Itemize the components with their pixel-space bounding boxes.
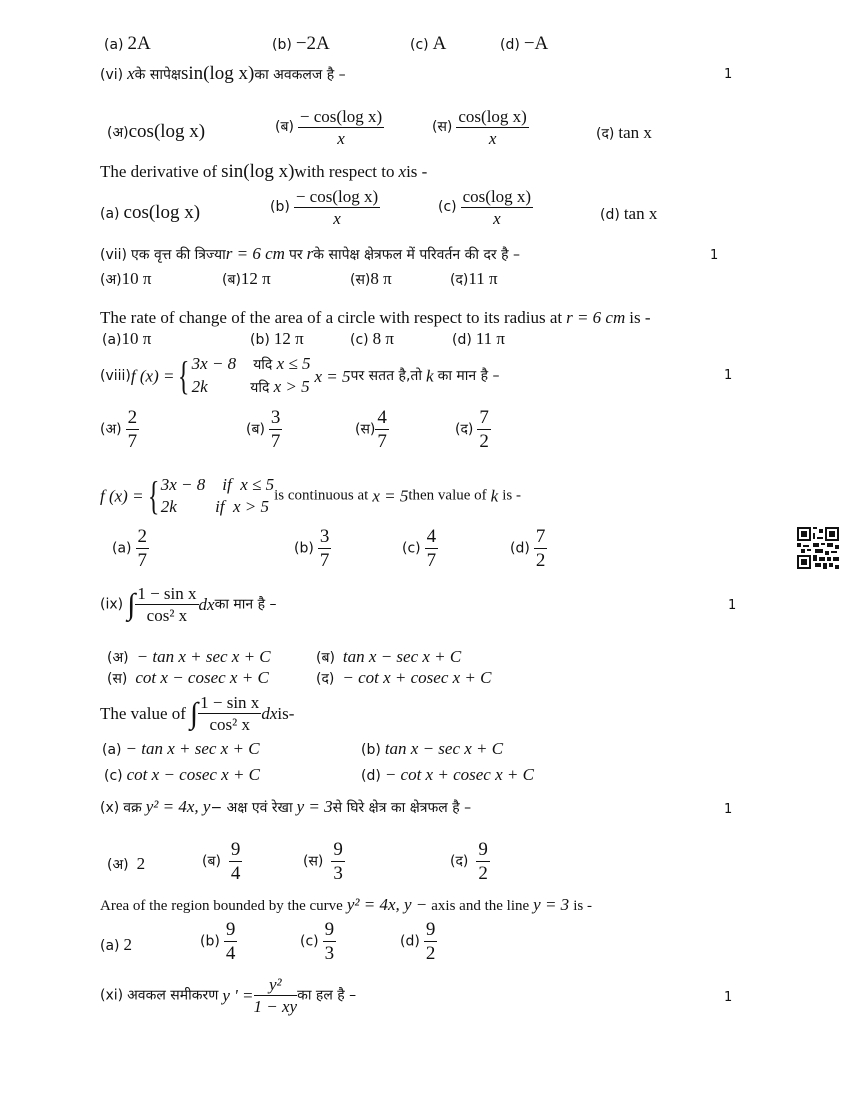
q7-en-opt-d <box>452 330 505 348</box>
opt-fraction <box>477 408 491 451</box>
frac-numerator: 9 <box>324 919 335 940</box>
opt-label: (ब) <box>202 853 221 870</box>
opt-value: cot x − cosec x + C <box>135 668 269 687</box>
q7-hi-text-3: के सापेक्ष क्षेत्रफल में परिवर्तन की दर है – <box>313 247 520 263</box>
q10-hi-opt-a <box>107 855 145 873</box>
opt-label: (c) <box>104 768 123 784</box>
q11-hi-text-1: अवकल समीकरण <box>127 987 219 1004</box>
q7-number: (vii) <box>100 247 127 263</box>
opt-fraction <box>318 527 332 570</box>
opt-label: (d) <box>510 540 530 557</box>
q7-hi-opt-a <box>100 270 151 288</box>
qr-code-icon <box>797 527 839 569</box>
q8-cases <box>192 353 311 399</box>
q10-en-text-3: is - <box>573 898 592 914</box>
case-expr: 2k <box>160 497 177 516</box>
q8-hi-x5: x = 5 <box>314 366 351 386</box>
q9-english-question <box>100 694 294 733</box>
q8-en-opt-b <box>294 527 331 570</box>
opt-fraction <box>331 840 345 883</box>
case-cond: x ≤ 5 <box>276 354 311 373</box>
opt-value: 10 π <box>121 329 152 348</box>
opt-label: (a) <box>102 332 122 348</box>
q6-en-opt-c-fraction <box>461 188 533 227</box>
q5-c-value: A <box>432 33 447 54</box>
frac-denominator: 7 <box>137 550 148 571</box>
frac-denominator: x <box>333 209 341 228</box>
q5-options <box>104 34 151 53</box>
opt-value: 11 π <box>468 269 498 288</box>
frac-denominator: x <box>493 209 501 228</box>
q8-en-fx: f (x) = <box>100 486 144 506</box>
opt-fraction <box>476 840 490 883</box>
frac-numerator: 7 <box>479 407 489 428</box>
case-if: यदि <box>253 357 273 373</box>
opt-value: 10 π <box>121 269 152 288</box>
opt-fraction <box>375 408 389 451</box>
frac-denominator: 7 <box>377 431 387 452</box>
q10-hi-text-2: − अक्ष एवं रेखा <box>210 800 293 816</box>
frac-numerator: − cos(log x) <box>299 107 383 126</box>
frac-denominator: cos² x <box>146 606 188 625</box>
q6-en-text-2: with respect to <box>294 162 395 181</box>
q6-hi-opt-c-fraction <box>456 108 528 147</box>
opt-label: (स) <box>355 421 376 438</box>
q6-en-opt-a <box>100 203 200 222</box>
frac-numerator: − cos(log x) <box>295 187 379 206</box>
q6-hi-opt-d-value: tan x <box>618 123 652 142</box>
q7-hi-opt-d <box>450 270 498 288</box>
q8-fx: f (x) = <box>130 366 175 386</box>
q7-var-r: r <box>306 244 314 263</box>
opt-fraction <box>126 408 140 451</box>
frac-denominator: 4 <box>230 863 241 884</box>
q9-en-dx: dx <box>261 704 278 723</box>
frac-denominator: 2 <box>478 863 488 884</box>
frac-numerator: 9 <box>478 839 488 860</box>
frac-denominator: cos² x <box>209 715 250 734</box>
opt-value: 11 π <box>475 329 506 348</box>
q6-en-opt-a-value: cos(log x) <box>123 202 201 223</box>
frac-numerator: 9 <box>333 839 343 860</box>
q9-number: (ix) <box>100 596 124 613</box>
q6-hi-opt-a-value: cos(log x) <box>128 121 206 142</box>
q6-en-text-3: is - <box>406 162 428 181</box>
q5-b <box>272 34 330 53</box>
frac-denominator: 2 <box>425 943 436 964</box>
opt-label: (अ) <box>100 421 122 438</box>
q7-en-text: The rate of change of the area of a circle with respect to its radius at <box>100 308 563 327</box>
frac-denominator: 3 <box>333 863 343 884</box>
opt-label: (c) <box>402 540 421 557</box>
opt-value: − cot x + cosec x + C <box>342 668 492 687</box>
opt-label: (a) <box>112 540 132 557</box>
frac-denominator: 2 <box>535 550 546 571</box>
q8-en-x5: x = 5 <box>372 486 409 506</box>
q6-hi-opt-d-label: (द) <box>596 126 615 142</box>
q8-en-case-1 <box>161 474 274 496</box>
frac-numerator: cos(log x) <box>458 107 527 126</box>
q9-en-opt-c <box>104 766 260 784</box>
q8-hi-opt-a <box>100 408 139 451</box>
q6-english-question <box>100 162 427 181</box>
opt-value: 8 π <box>372 329 394 348</box>
q10-hi-opt-b <box>202 840 242 883</box>
q5-c-label: (c) <box>410 37 429 53</box>
frac-numerator: 3 <box>319 526 330 547</box>
frac-denominator: 7 <box>319 550 330 571</box>
q8-en-text-1: is continuous at <box>274 487 369 504</box>
frac-denominator: 4 <box>225 943 236 964</box>
q8-en-opt-a <box>112 527 149 570</box>
frac-numerator: 9 <box>425 919 436 940</box>
q9-marks: 1 <box>728 598 737 613</box>
q7-hi-text: एक वृत्त की त्रिज्या <box>131 247 226 263</box>
q10-en-curve: y² = 4x, y − <box>346 895 428 914</box>
q8-case-1 <box>192 353 311 376</box>
opt-label: (अ) <box>100 272 122 288</box>
opt-value: − tan x + sec x + C <box>136 647 271 666</box>
case-if: if <box>222 475 232 494</box>
opt-label: (ब) <box>316 650 335 666</box>
q7-en-opt-a <box>102 330 151 348</box>
q6-en-opt-d-label: (d) <box>600 207 620 223</box>
opt-value: − cot x + cosec x + C <box>384 765 534 784</box>
q6-var-x: x <box>127 64 135 83</box>
q6-en-opt-c-label: (c) <box>438 199 457 216</box>
q6-en-var-x: x <box>398 162 407 181</box>
opt-fraction <box>323 920 337 963</box>
q6-hi-opt-c-label: (स) <box>432 119 453 136</box>
frac-numerator: cos(log x) <box>462 187 532 206</box>
opt-label: (b) <box>250 332 270 348</box>
opt-label: (ब) <box>222 272 241 288</box>
q8-marks: 1 <box>724 368 733 383</box>
q9-integral-sign: ∫ <box>127 587 136 621</box>
q6-en-opt-b-fraction <box>294 188 380 227</box>
frac-denominator: 7 <box>127 431 138 452</box>
q10-en-text-2: axis and the line <box>431 898 530 914</box>
frac-numerator: 4 <box>426 526 437 547</box>
frac-numerator: 2 <box>137 526 148 547</box>
case-if: if <box>215 497 225 516</box>
opt-label: (b) <box>200 933 220 950</box>
q6-hi-opt-b <box>275 108 384 147</box>
opt-value: 2 <box>136 854 146 873</box>
frac-numerator: 9 <box>230 839 241 860</box>
case-if: यदि <box>250 380 270 396</box>
q8-hi-text-2: पर सतत है,तो <box>350 368 423 384</box>
case-expr: 3x − 8 <box>160 475 206 494</box>
q10-number: (x) <box>100 800 120 816</box>
opt-label: (अ) <box>107 857 129 873</box>
q10-en-line: y = 3 <box>533 895 570 914</box>
opt-fraction <box>425 527 439 570</box>
q8-hi-k: k <box>426 366 434 386</box>
q6-hi-text-1: के सापेक्ष <box>134 67 181 83</box>
q9-en-opt-a <box>102 740 260 758</box>
q10-hi-text-1: वक्र <box>123 800 142 816</box>
q9-hindi-question <box>100 585 277 624</box>
frac-denominator: x <box>337 129 345 148</box>
q10-en-text-1: Area of the region bounded by the curve <box>100 898 343 914</box>
opt-value: tan x − sec x + C <box>384 739 504 758</box>
opt-value: 12 π <box>273 329 304 348</box>
q8-english-question <box>100 474 521 518</box>
frac-numerator: 3 <box>270 407 281 428</box>
opt-label: (a) <box>102 742 122 758</box>
opt-label: (b) <box>361 742 381 758</box>
q10-en-opt-c <box>300 920 336 963</box>
opt-label: (स) <box>350 272 371 288</box>
q11-hi-text-2: का हल है – <box>297 987 357 1004</box>
q6-marks: 1 <box>724 67 733 82</box>
opt-label: (d) <box>400 933 420 950</box>
opt-value: − tan x + sec x + C <box>125 739 260 758</box>
case-cond: x > 5 <box>233 497 270 516</box>
q10-line: y = 3 <box>296 797 333 816</box>
case-expr: 3x − 8 <box>191 354 237 373</box>
opt-value: cot x − cosec x + C <box>126 765 261 784</box>
case-cond: x ≤ 5 <box>240 475 275 494</box>
q6-en-opt-d-value: tan x <box>623 204 658 223</box>
q8-en-text-2: then value of <box>408 487 487 504</box>
opt-label: (d) <box>452 332 472 348</box>
q6-en-opt-b-label: (b) <box>270 199 290 216</box>
frac-numerator: 9 <box>225 919 236 940</box>
q9-hi-opt-c <box>107 669 269 687</box>
case-expr: 2k <box>191 377 208 396</box>
frac-numerator: 4 <box>377 407 387 428</box>
opt-fraction <box>424 920 438 963</box>
q6-hi-opt-c <box>432 108 529 147</box>
opt-label: (स) <box>303 853 324 870</box>
q10-hindi-question <box>100 798 471 816</box>
q5-d-value: −A <box>523 33 549 54</box>
q6-hi-opt-a-label: (अ) <box>107 125 129 141</box>
q5-b-value: −2A <box>295 33 330 54</box>
q10-en-opt-d <box>400 920 437 963</box>
q6-sin-log: sin(log x) <box>180 63 255 84</box>
q9-integrand <box>135 585 198 624</box>
opt-label: (ब) <box>246 421 265 438</box>
frac-denominator: x <box>488 129 497 148</box>
q11-number: (xi) <box>100 987 124 1004</box>
q7-hi-opt-c <box>350 270 392 288</box>
opt-label: (द) <box>450 853 469 870</box>
q9-en-integrand <box>198 694 261 733</box>
q9-en-text-2: is- <box>277 704 295 723</box>
q9-hi-opt-d <box>316 669 491 687</box>
q11-lhs: y ' = <box>222 986 254 1005</box>
q8-hi-text-3: का मान है – <box>437 368 500 384</box>
q5-a-label: (a) <box>104 37 124 53</box>
opt-fraction <box>269 408 283 451</box>
q11-hindi-question <box>100 976 356 1015</box>
q8-en-brace: { <box>147 473 159 518</box>
q8-hi-opt-b <box>246 408 282 451</box>
q8-en-opt-c <box>402 527 438 570</box>
q8-case-2 <box>192 376 311 399</box>
q6-hi-opt-d <box>596 124 652 142</box>
opt-fraction <box>229 840 243 883</box>
frac-denominator: 1 − xy <box>253 997 298 1016</box>
frac-denominator: 7 <box>270 431 281 452</box>
q10-curve: y² = 4x, y <box>145 797 211 816</box>
q7-en-radius: r = 6 cm <box>566 308 626 327</box>
q10-english-question <box>100 896 592 914</box>
q7-en-opt-b <box>250 330 304 348</box>
q6-hi-text-2: का अवकलज है – <box>254 67 346 83</box>
q7-english-question <box>100 309 651 327</box>
opt-value: tan x − sec x + C <box>342 647 462 666</box>
opt-label: (द) <box>316 671 335 687</box>
frac-numerator: 1 − sin x <box>200 693 260 712</box>
frac-numerator: 1 − sin x <box>137 584 197 603</box>
q6-hi-opt-b-fraction <box>298 108 384 147</box>
q6-hindi-question <box>100 64 346 83</box>
frac-numerator: y² <box>254 976 298 996</box>
opt-value: 2 <box>123 935 133 954</box>
opt-value: 8 π <box>370 269 392 288</box>
q6-number: (vi) <box>100 67 124 83</box>
q10-hi-opt-d <box>450 840 490 883</box>
q8-hi-opt-d <box>455 408 491 451</box>
q11-rhs-fraction <box>254 976 298 1015</box>
q8-hindi-question <box>100 353 500 399</box>
q10-en-opt-a <box>100 936 132 954</box>
q8-en-case-2 <box>161 496 274 518</box>
q9-en-opt-b <box>361 740 503 758</box>
opt-label: (द) <box>455 421 474 438</box>
q6-en-opt-b <box>270 188 380 227</box>
q5-a-value: 2A <box>127 33 151 54</box>
opt-label: (c) <box>350 332 369 348</box>
q5-c <box>410 34 446 53</box>
q8-brace: { <box>178 353 190 398</box>
q6-en-opt-d <box>600 205 657 223</box>
opt-label: (d) <box>361 768 381 784</box>
q6-en-opt-c <box>438 188 533 227</box>
q7-hindi-question <box>100 245 520 263</box>
q7-hi-text-2: पर <box>288 247 303 263</box>
q8-en-k: k <box>490 486 499 506</box>
q6-en-sin-log: sin(log x) <box>221 161 295 182</box>
q10-marks: 1 <box>724 802 733 817</box>
opt-label: (b) <box>294 540 314 557</box>
q10-hi-text-3: से घिरे क्षेत्र का क्षेत्रफल है – <box>332 800 472 816</box>
opt-label: (a) <box>100 938 120 954</box>
frac-denominator: 7 <box>426 550 437 571</box>
q8-hi-opt-c <box>355 408 389 451</box>
q9-en-text-1: The value of <box>100 704 186 723</box>
q7-en-text-2: is - <box>629 308 651 327</box>
frac-numerator: 7 <box>535 526 546 547</box>
frac-denominator: 2 <box>479 431 489 452</box>
q11-marks: 1 <box>724 990 733 1005</box>
q7-hi-radius: r = 6 cm <box>225 244 285 263</box>
q10-hi-opt-c <box>303 840 345 883</box>
opt-label: (द) <box>450 272 469 288</box>
opt-label: (अ) <box>107 650 129 666</box>
q6-en-text-1: The derivative of <box>100 162 218 181</box>
case-cond: x > 5 <box>273 377 310 396</box>
q6-hi-opt-b-label: (ब) <box>275 119 294 136</box>
opt-fraction <box>534 527 548 570</box>
frac-numerator: 2 <box>127 407 138 428</box>
q5-d <box>500 34 548 53</box>
opt-label: (स) <box>107 671 128 687</box>
q6-en-opt-a-label: (a) <box>100 206 120 222</box>
q9-hi-text: का मान है – <box>214 596 277 613</box>
q8-en-cases <box>161 474 274 518</box>
opt-label: (c) <box>300 933 319 950</box>
q9-dx: dx <box>198 595 215 614</box>
q7-marks: 1 <box>710 248 719 263</box>
q7-hi-opt-b <box>222 270 271 288</box>
q9-en-opt-d <box>361 766 534 784</box>
q9-en-integral-sign: ∫ <box>189 696 199 730</box>
q6-hi-opt-a <box>107 122 205 141</box>
q9-hi-opt-b <box>316 648 461 666</box>
q8-number: (viii) <box>100 368 131 384</box>
q5-d-label: (d) <box>500 37 520 53</box>
opt-value: 12 π <box>240 269 271 288</box>
q10-en-opt-b <box>200 920 237 963</box>
q9-hi-opt-a <box>107 648 271 666</box>
q8-en-opt-d <box>510 527 547 570</box>
opt-fraction <box>224 920 238 963</box>
q7-en-opt-c <box>350 330 394 348</box>
opt-fraction <box>136 527 150 570</box>
q8-en-text-3: is - <box>502 487 521 504</box>
frac-denominator: 3 <box>324 943 335 964</box>
q5-b-label: (b) <box>272 37 292 53</box>
